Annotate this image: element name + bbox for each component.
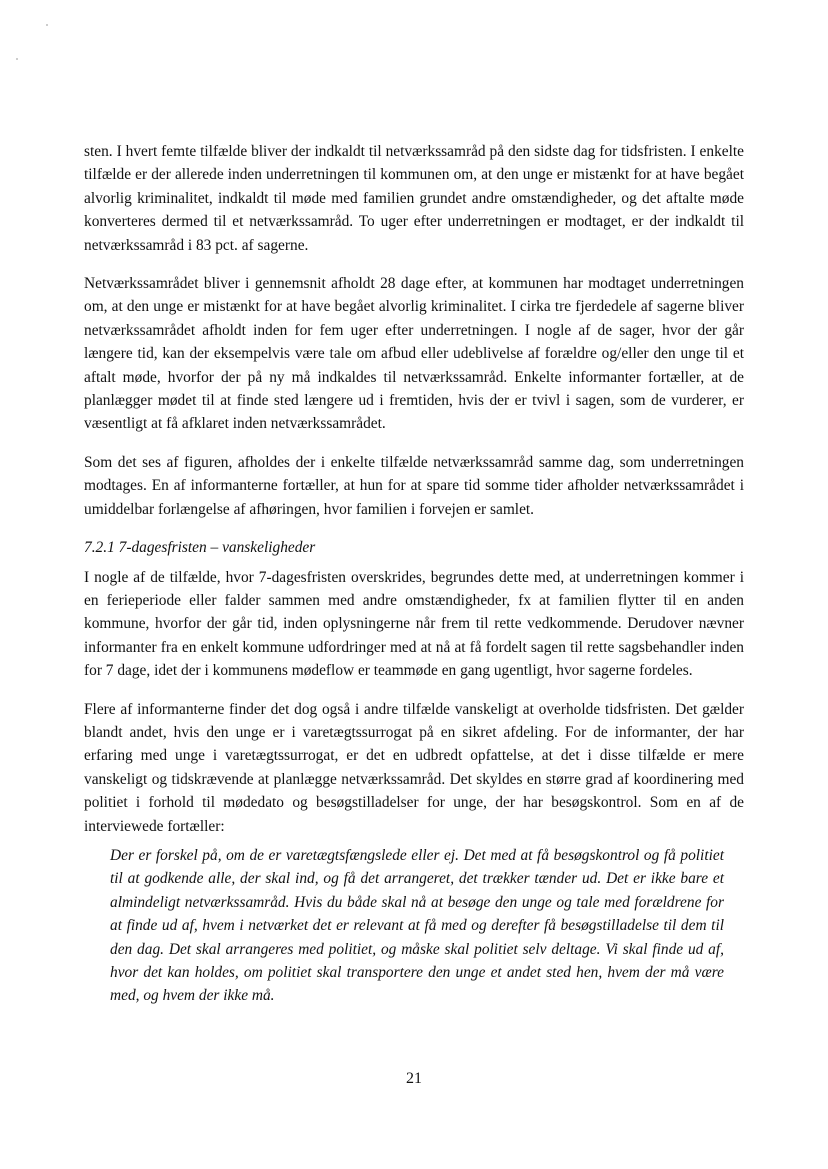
paragraph-varetaegtssurrogat: Flere af informanterne finder det dog også i andre tilfælde vanskeligt at overholde tidsfristen. Det gælder blandt andet, hvis den unge er i varetægtssurrogat på en sikret afdeling. For de informanter, der har erfaring med unge i varetægtssurrogat, er det en udbredt opfattelse, at det i disse tilfælde er mere vanskeligt og tidskrævende at planlægge netværkssamråd. Det skyldes en større grad af koordinering med politiet i forhold til mødedato og besøgstilladelser for unge, der har besøgskontrol. Som en af de interviewede fortæller: [84, 700, 744, 835]
page-number: 21 [406, 1070, 422, 1087]
paragraph-overskridelse: I nogle af de tilfælde, hvor 7-dagesfristen overskrides, begrundes dette med, at underretningen kommer i en ferieperiode eller falder sammen med andre omstændigheder, fx at familien flytter til en anden kommune, hvorfor der går tid, inden oplysningerne når frem til rette vedkommende. Derudover nævner informanter fra en enkelt kommune udfordringer med at nå at få fordelt sagen til rette sagsbehandler inden for 7 dage, idet der i kommunens mødeflow er teammøde en gang ugentligt, hvor sagerne fordeles. [84, 568, 744, 680]
section-heading: 7.2.1 7-dagesfristen – vanskeligheder [84, 539, 316, 557]
paragraph-tidsfrist-indkaldelse: sten. I hvert femte tilfælde bliver der indkaldt til netværkssamråd på den sidste dag for tidsfristen. I enkelte tilfælde er der allerede inden underretningen til kommunen om, at den unge er mistænkt for at have begået alvorlig kriminalitet, indkaldt til møde med familien grundet andre omstændigheder, og det aftalte møde konverteres dermed til et netværkssamråd. To uger efter underretningen er modtaget, er der indkaldt til netværkssamråd i 83 pct. af sagerne. [84, 143, 744, 254]
document-page [84, 140, 744, 1008]
scan-speck [16, 58, 18, 60]
paragraph-afholdelse-gennemsnit: Netværkssamrådet bliver i gennemsnit afholdt 28 dage efter, at kommunen har modtaget underretningen om, at den unge er mistænkt for at have begået alvorlig kriminalitet. I cirka tre fjerdedele af sagerne bliver netværkssamrådet afholdt inden for fem uger efter underretningen. I nogle af de sager, hvor der går længere tid, kan der eksempelvis være tale om afbud eller udeblivelse af forældre og/eller den unge til et aftalt møde, hvorfor der på ny må indkaldes til netværkssamråd. Enkelte informanter fortæller, at de planlægger mødet til at finde sted længere ud i fremtiden, hvis der er tvivl i sagen, som de vurderer, er væsentligt at få afklaret inden netværkssamrådet. [84, 275, 744, 433]
paragraph-samme-dag: Som det ses af figuren, afholdes der i enkelte tilfælde netværkssamråd samme dag, som underretningen modtages. En af informanterne fortæller, at hun for at spare tid somme tider afholder netværkssamrådet i umiddelbar forlængelse af afhøringen, hvor familien i forvejen er samlet. [84, 453, 744, 518]
interview-quote: Der er forskel på, om de er varetægtsfængslede eller ej. Det med at få besøgskontrol og få politiet til at godkende alle, der skal ind, og få det arrangeret, det trækker tænder ud. Det er ikke bare et almindeligt netværkssamråd. Hvis du både skal nå at besøge den unge og tale med forældrene for at finde ud af, hvem i netværket det er relevant at få med og derefter få besøgstilladelse til dem til den dag. Det skal arrangeres med politiet, og måske skal politiet selv deltage. Vi skal finde ud af, hvor det kan holdes, om politiet skal transportere den unge et andet sted hen, hvem der må være med, og hvem der ikke må. [110, 846, 724, 1005]
scan-speck [46, 24, 48, 26]
